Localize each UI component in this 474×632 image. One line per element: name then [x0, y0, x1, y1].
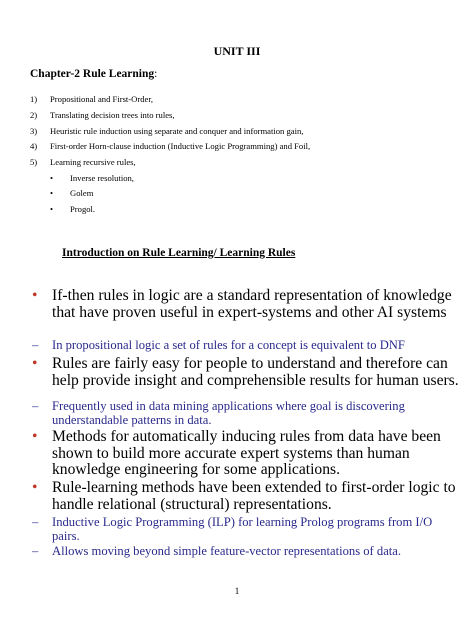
topic-number: 4) — [30, 141, 38, 152]
chapter-suffix: : — [154, 68, 158, 80]
topic-text: First-order Horn-clause induction (Inductive Logic Programming) and Foil, — [50, 141, 311, 152]
subtopic-text: Progol. — [70, 204, 96, 214]
dash-icon: – — [32, 399, 39, 413]
topic-number: 2) — [30, 109, 38, 120]
topic-item — [30, 92, 310, 108]
bullet-text: If-then rules in logic are a standard representation of knowledge that have proven useful in expert-systems and other AI systems — [52, 287, 452, 321]
bullet-icon: • — [50, 188, 54, 198]
topic-list — [30, 92, 310, 171]
slide-bullet — [32, 429, 462, 479]
slide-bullet — [32, 356, 462, 389]
topic-text: Propositional and First-Order, — [50, 94, 154, 104]
topic-text: Learning recursive rules, — [50, 157, 136, 168]
slide-bullet — [32, 288, 462, 321]
dash-icon: – — [32, 515, 39, 529]
subtopic-text: Inverse resolution, — [70, 173, 134, 183]
topic-item — [30, 108, 310, 124]
topic-number: 1) — [30, 94, 38, 104]
dash-icon: – — [32, 338, 39, 352]
slide-subbullet — [32, 516, 462, 543]
subtopic-item — [50, 202, 95, 218]
slide-subbullet — [32, 400, 462, 427]
topic-item — [30, 139, 310, 155]
slide-bullet — [32, 480, 462, 513]
slide-subbullet — [32, 339, 462, 353]
bullet-icon: • — [50, 204, 54, 214]
bullet-icon: • — [32, 479, 38, 496]
topic-item — [30, 155, 310, 171]
bullet-icon: • — [32, 428, 38, 445]
page-number: 1 — [234, 586, 240, 596]
bullet-text: Methods for automatically inducing rules from data have been shown to build more accurate expert systems than human knowledge engineering for some applications. — [52, 428, 441, 478]
section-title: Introduction on Rule Learning/ Learning Rules — [62, 247, 296, 259]
topic-text: Translating decision trees into rules, — [50, 109, 175, 120]
subtopic-text: Golem — [70, 188, 94, 198]
dash-icon: – — [32, 544, 39, 558]
bullet-icon: • — [32, 287, 38, 304]
topic-item — [30, 124, 310, 140]
chapter-heading — [30, 68, 157, 80]
subbullet-text: Inductive Logic Programming (ILP) for learning Prolog programs from I/O pairs. — [52, 515, 433, 543]
topic-number: 5) — [30, 157, 38, 168]
bullet-icon: • — [50, 173, 54, 183]
topic-text: Heuristic rule induction using separate and conquer and information gain, — [50, 125, 304, 136]
chapter-title: Chapter-2 Rule Learning — [30, 68, 155, 80]
subbullet-text: Allows moving beyond simple feature-vector representations of data. — [52, 544, 402, 558]
unit-title: UNIT III — [213, 44, 261, 58]
slide-subbullet — [32, 545, 462, 559]
bullet-text: Rules are fairly easy for people to understand and therefore can help provide insight and comprehensible results for human users. — [52, 355, 459, 389]
topic-number: 3) — [30, 125, 38, 136]
bullet-icon: • — [32, 355, 38, 372]
bullet-text: Rule-learning methods have been extended to first-order logic to handle relational (structural) representations. — [52, 479, 456, 513]
subtopic-item — [50, 171, 134, 187]
subtopic-item — [50, 186, 93, 202]
subbullet-text: In propositional logic a set of rules for a concept is equivalent to DNF — [52, 338, 405, 352]
subbullet-text: Frequently used in data mining applications where goal is discovering understandable patterns in data. — [52, 399, 405, 427]
